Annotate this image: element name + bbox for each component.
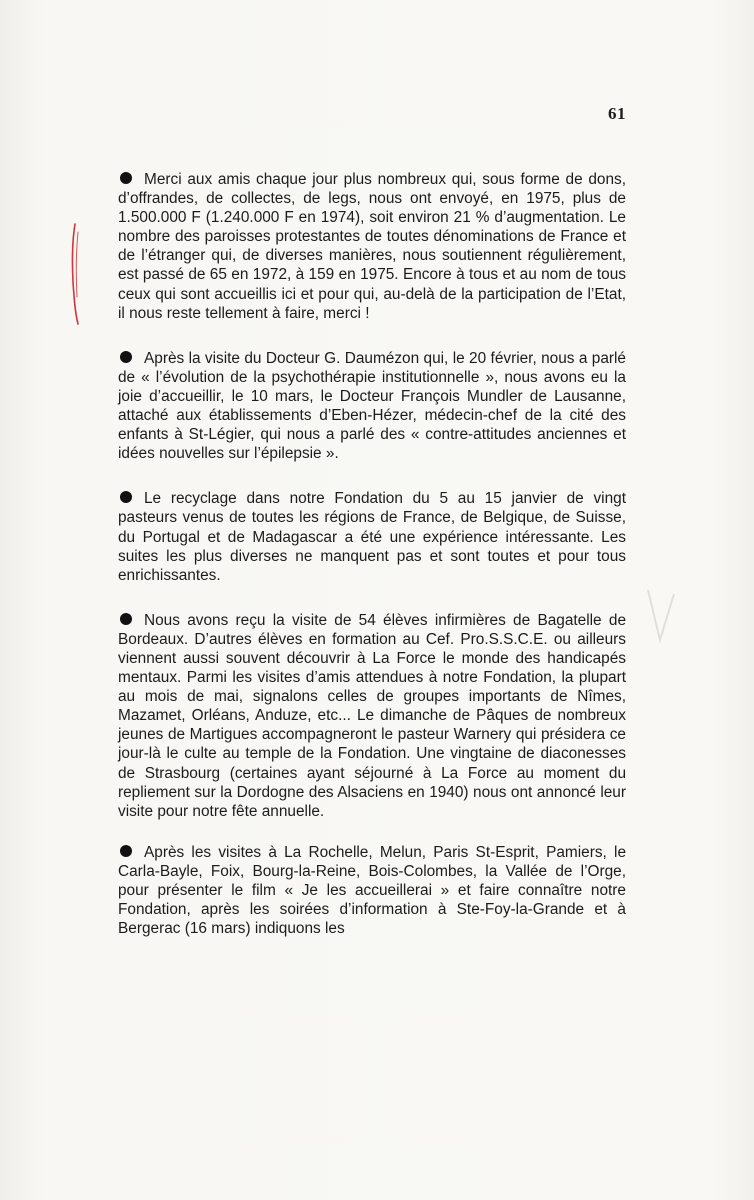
paragraph-visits <box>118 611 626 821</box>
bullet-icon <box>120 613 132 625</box>
paragraph-recyclage <box>118 489 626 584</box>
paragraph-text: Après les visites à La Rochelle, Melun, Paris St-Esprit, Pamiers, le Carla-Bayle, Foix, Bourg-la-Reine, Bois-Colombes, la Vallée de l’Orge, pour présenter le film « Je les accueillerai » et faire connaître notre Fondation, après les soirées d’information à Ste-Foy-la-Grande et à Bergerac (16 mars) indiquons les <box>118 843 626 938</box>
page-number: 61 <box>608 104 626 123</box>
bullet-icon <box>120 351 132 363</box>
bullet-icon <box>120 172 132 184</box>
paragraph-donations <box>118 170 626 323</box>
bullet-icon <box>120 491 132 503</box>
red-pencil-margin-mark <box>66 222 86 326</box>
paragraph-text: Le recyclage dans notre Fondation du 5 au 15 janvier de vingt pasteurs venus de toutes les régions de France, de Belgique, de Suisse, du Portugal et de Madagascar a été une expérience intéressante. Les suites les plus diverses ne manquent pas et sont toutes et pour tous enrichissantes. <box>118 490 626 584</box>
paragraph-text: Après la visite du Docteur G. Daumézon qui, le 20 février, nous a parlé de « l’évolution de la psychothérapie institutionnelle », nous avons eu la joie d’accueillir, le 10 mars, le Docteur François Mundler de Lausanne, attaché aux établissements d’Eben-Hézer, médecin-chef de la cité des enfants à St-Légier, qui nous a parlé des « contre-attitudes anciennes et idées nouvelles sur l’épilepsie ». <box>118 349 626 463</box>
paragraph-film <box>118 843 626 938</box>
bullet-icon <box>120 845 132 857</box>
paragraph-text: Nous avons reçu la visite de 54 élèves infirmières de Bagatelle de Bordeaux. D’autres élèves en formation au Cef. Pro.S.S.C.E. ou ailleurs viennent aussi souvent découvrir à La Force le monde des handicapés mentaux. Parmi les visites d’amis attendues à notre Fondation, la plupart au mois de mai, signalons celles de groupes importants de Nîmes, Mazamet, Orléans, Anduze, etc... Le dimanche de Pâques de nombreux jeunes de Martigues accompagneront le pasteur Warnery qui présidera ce jour-là le culte au temple de la Fondation. Une vingtaine de diaconesses de Strasbourg (certaines ayant séjourné à La Force au moment du repliement sur la Dordogne des Alsaciens en 1940) nous ont annoncé leur visite pour notre fête annuelle. <box>118 611 626 820</box>
show-through-mark <box>640 580 680 650</box>
main-text <box>118 170 626 964</box>
paragraph-conferences <box>118 349 626 464</box>
paragraph-text: Merci aux amis chaque jour plus nombreux qui, sous forme de dons, d’offrandes, de collectes, de legs, nous ont envoyé, en 1975, plus de 1.500.000 F (1.240.000 F en 1974), soit environ 21 % d’augmentation. Le nombre des paroisses protestantes de toutes dénominations de France et de l’étranger qui, de diverses manières, nous soutiennent régulièrement, est passé de 65 en 1972, à 159 en 1975. Encore à tous et au nom de tous ceux qui sont accueillis ici et pour qui, au-delà de la participation de l’Etat, il nous reste tellement à faire, merci ! <box>118 171 626 322</box>
